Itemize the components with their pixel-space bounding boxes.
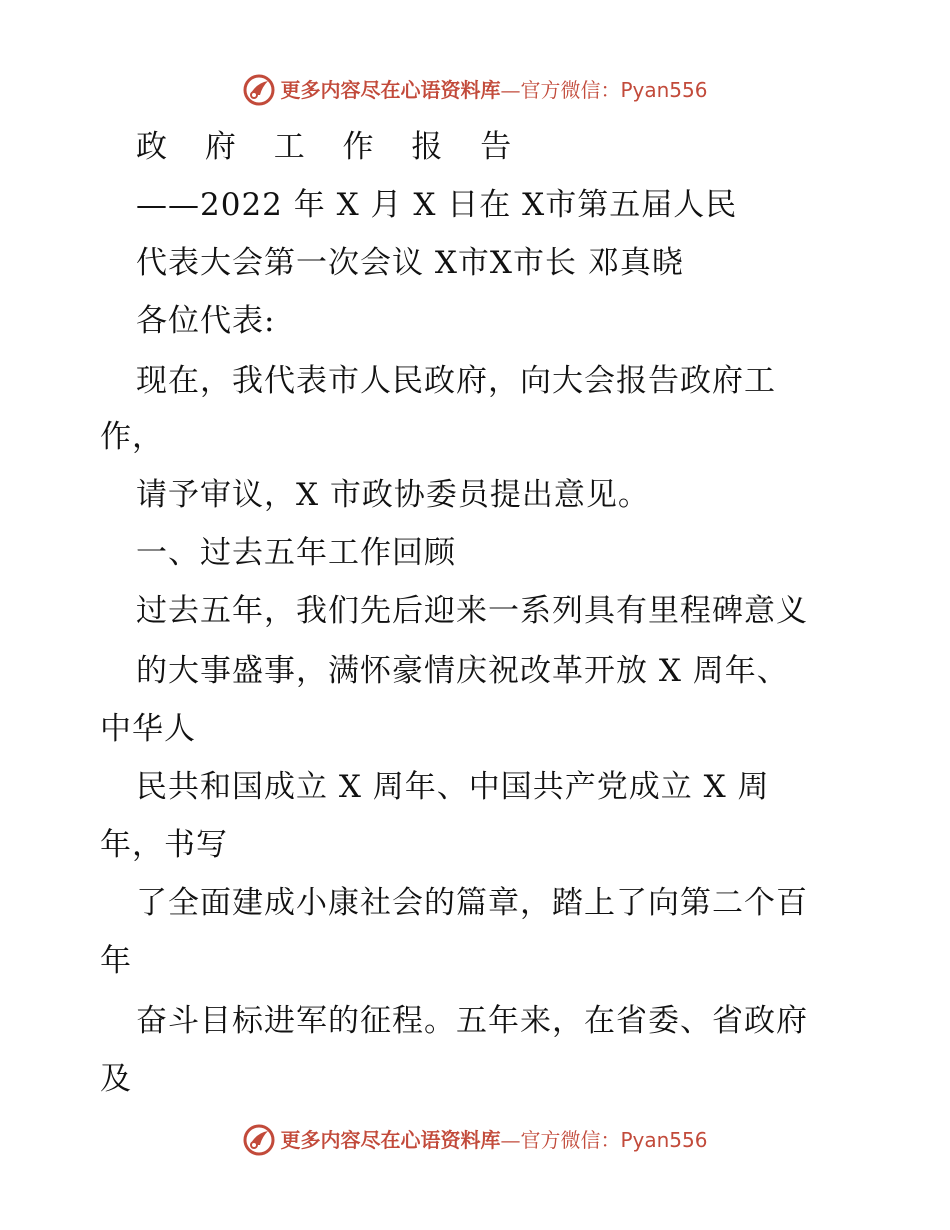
brand-logo-icon [242, 1123, 276, 1157]
paragraph-line: 及 [100, 1061, 132, 1097]
document-title: 政 府 工 作 报 告 [136, 129, 526, 165]
paragraph-line: 请予审议，X 市政协委员提出意见。 [136, 477, 650, 513]
footer-banner [0, 1120, 950, 1160]
section-heading: 一、过去五年工作回顾 [136, 535, 456, 571]
banner-main-text: 更多内容尽在心语资料库 [280, 78, 501, 102]
banner-text [280, 1130, 707, 1150]
banner-main-text: 更多内容尽在心语资料库 [280, 1128, 501, 1152]
paragraph-line: 现在，我代表市人民政府，向大会报告政府工 [136, 363, 776, 399]
paragraph-line: 的大事盛事，满怀豪情庆祝改革开放 X 周年、 [136, 653, 789, 689]
banner-wechat-text: 官方微信：Pyan556 [520, 78, 708, 102]
paragraph-line: 中华人 [100, 711, 196, 747]
salutation: 各位代表: [136, 303, 276, 339]
header-banner [0, 70, 950, 110]
banner-dash: — [500, 1128, 521, 1152]
paragraph-line: 作， [100, 419, 164, 455]
banner-dash: — [500, 78, 521, 102]
paragraph-line: 年 [100, 943, 132, 979]
paragraph-line: 年，书写 [100, 827, 228, 863]
paragraph-line: 民共和国成立 X 周年、中国共产党成立 X 周 [136, 769, 770, 805]
subtitle-line-1: ——2022 年 X 月 X 日在 X市第五届人民 [136, 187, 738, 223]
paragraph-line: 过去五年，我们先后迎来一系列具有里程碑意义 [136, 593, 808, 629]
paragraph-line: 奋斗目标进军的征程。五年来，在省委、省政府 [136, 1003, 808, 1039]
paragraph-line: 了全面建成小康社会的篇章，踏上了向第二个百 [136, 885, 808, 921]
subtitle-line-2: 代表大会第一次会议 X市X市长 邓真晓 [136, 245, 684, 281]
brand-logo-icon [242, 73, 276, 107]
banner-wechat-text: 官方微信：Pyan556 [520, 1128, 708, 1152]
banner-text [280, 80, 707, 100]
